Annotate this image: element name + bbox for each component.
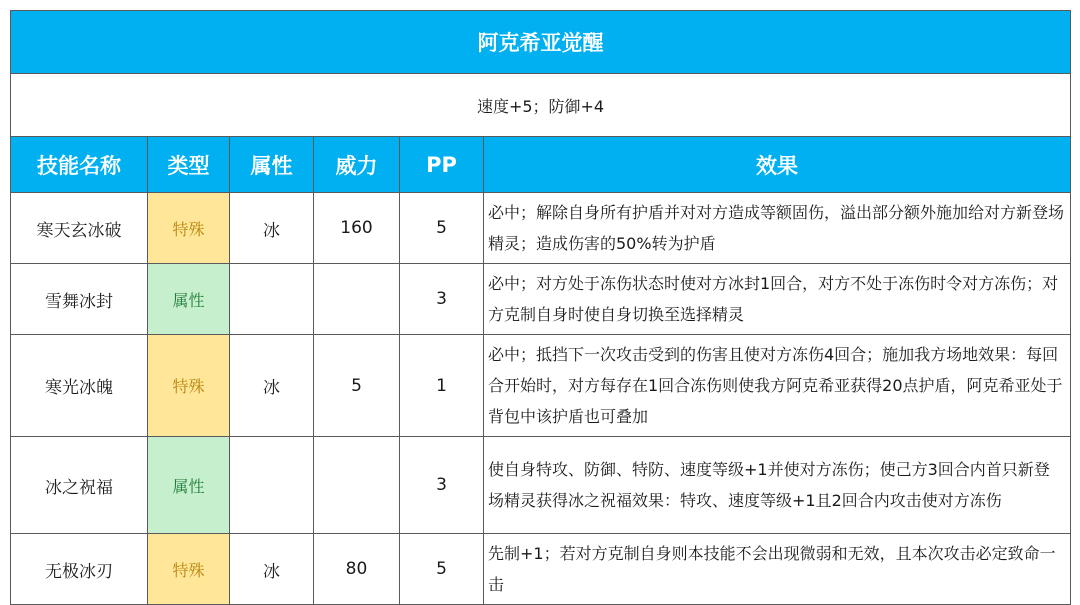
skill-power bbox=[314, 264, 400, 335]
header-skill-name: 技能名称 bbox=[11, 137, 148, 193]
skill-attribute: 冰 bbox=[230, 193, 314, 264]
header-pp: PP bbox=[400, 137, 484, 193]
skill-type: 特殊 bbox=[148, 335, 230, 437]
skill-power: 80 bbox=[314, 534, 400, 605]
skill-name: 寒天玄冰破 bbox=[11, 193, 148, 264]
header-power: 威力 bbox=[314, 137, 400, 193]
skill-power: 5 bbox=[314, 335, 400, 437]
skill-table-container bbox=[10, 10, 1070, 605]
skill-attribute: 冰 bbox=[230, 335, 314, 437]
skill-name: 冰之祝福 bbox=[11, 437, 148, 534]
skill-name: 寒光冰魄 bbox=[11, 335, 148, 437]
header-row bbox=[11, 137, 1071, 193]
skill-effect: 必中；抵挡下一次攻击受到的伤害且使对方冻伤4回合；施加我方场地效果：每回合开始时，对方每存在1回合冻伤则使我方阿克希亚获得20点护盾，阿克希亚处于背包中该护盾也可叠加 bbox=[484, 335, 1071, 437]
skill-type: 属性 bbox=[148, 264, 230, 335]
header-effect: 效果 bbox=[484, 137, 1071, 193]
skill-power bbox=[314, 437, 400, 534]
skill-effect: 必中；解除自身所有护盾并对对方造成等额固伤，溢出部分额外施加给对方新登场精灵；造成伤害的50%转为护盾 bbox=[484, 193, 1071, 264]
skill-pp: 1 bbox=[400, 335, 484, 437]
skill-pp: 3 bbox=[400, 437, 484, 534]
table-title: 阿克希亚觉醒 bbox=[11, 11, 1071, 74]
skill-pp: 5 bbox=[400, 534, 484, 605]
table-row bbox=[11, 437, 1071, 534]
header-type: 类型 bbox=[148, 137, 230, 193]
skill-attribute bbox=[230, 437, 314, 534]
skill-attribute: 冰 bbox=[230, 534, 314, 605]
skill-table bbox=[10, 10, 1071, 605]
skill-type: 特殊 bbox=[148, 534, 230, 605]
table-row bbox=[11, 335, 1071, 437]
skill-name: 无极冰刃 bbox=[11, 534, 148, 605]
table-row bbox=[11, 193, 1071, 264]
skill-attribute bbox=[230, 264, 314, 335]
table-row bbox=[11, 264, 1071, 335]
stat-bonus: 速度+5；防御+4 bbox=[11, 74, 1071, 137]
bonus-row bbox=[11, 74, 1071, 137]
skill-pp: 3 bbox=[400, 264, 484, 335]
title-row bbox=[11, 11, 1071, 74]
skill-name: 雪舞冰封 bbox=[11, 264, 148, 335]
table-row bbox=[11, 534, 1071, 605]
skill-pp: 5 bbox=[400, 193, 484, 264]
skill-type: 属性 bbox=[148, 437, 230, 534]
skill-effect: 必中；对方处于冻伤状态时使对方冰封1回合，对方不处于冻伤时令对方冻伤；对方克制自身时使自身切换至选择精灵 bbox=[484, 264, 1071, 335]
header-attribute: 属性 bbox=[230, 137, 314, 193]
skill-effect: 先制+1；若对方克制自身则本技能不会出现微弱和无效，且本次攻击必定致命一击 bbox=[484, 534, 1071, 605]
skill-power: 160 bbox=[314, 193, 400, 264]
skill-type: 特殊 bbox=[148, 193, 230, 264]
skill-effect: 使自身特攻、防御、特防、速度等级+1并使对方冻伤；使己方3回合内首只新登场精灵获得冰之祝福效果：特攻、速度等级+1且2回合内攻击使对方冻伤 bbox=[484, 437, 1071, 534]
